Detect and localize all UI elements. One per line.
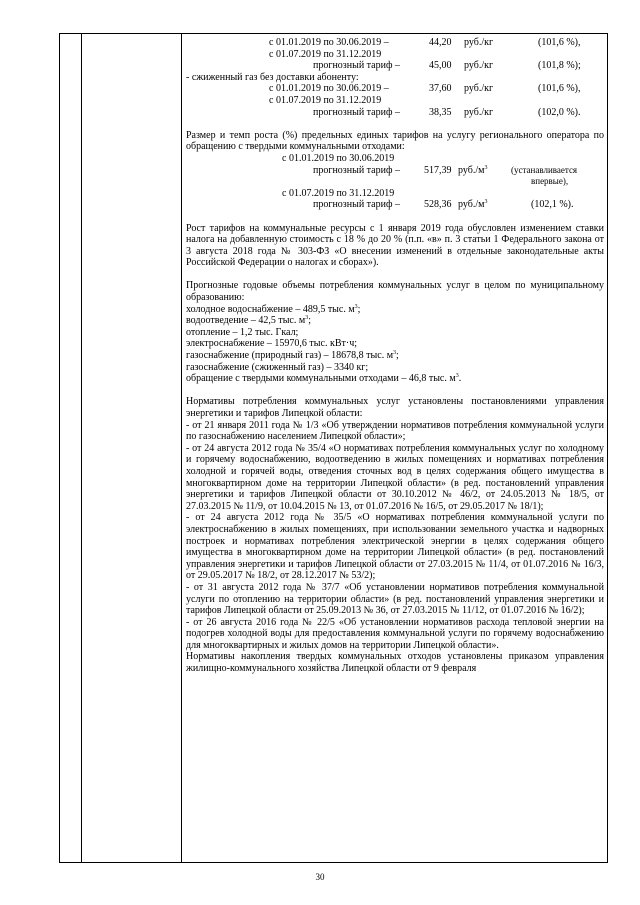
tariff-row: с 01.07.2019 по 31.12.2019 [269,94,382,106]
volume-item: холодное водоснабжение – 489,5 тыс. $м^3$; [186,303,361,315]
waste-norms-paragraph: Нормативы накопления твердых коммунальных отходов установлены приказом управления жилищно-коммунального хозяйства Липецкой области от 9 февраля [186,651,604,675]
norm-item: - от 31 августа 2012 года № 37/7 «Об установлении нормативов потребления коммунальной услуги по отоплению на территории области» (в ред. постановлений управления энергетики и тарифов Липецкой области от 25.09.2013 № 36, от 27.03.2015 № 11/12, от 01.07.2016 № 16/2); [186,581,604,617]
liquefied-heading: - сжиженный газ без доставки абоненту: [186,71,359,83]
volume-item: водоотведение – 42,5 тыс. $м^3$; [186,315,311,327]
table-column-divider [81,33,82,863]
norm-item: - от 21 января 2011 года № 1/3 «Об утверждении нормативов потребления коммунальной услуги по газоснабжению населением Липецкой области»; [186,419,604,443]
tariff-row: прогнозный тариф – 38,35 руб./кг (102,0 %). [313,106,581,118]
regional-operator-paragraph: Размер и темп роста (%) предельных единых тарифов на услугу регионального оператора по обращению с твердыми коммунальными отходами: [186,129,604,153]
tariff-row: с 01.07.2019 по 31.12.2019 [269,48,382,60]
ro-period: с 01.07.2019 по 31.12.2019 [282,187,395,199]
volumes-list [186,304,604,385]
norms-list [186,420,604,652]
table-column-divider [181,33,182,863]
page-number: 30 [315,872,325,882]
table-cell-content [186,37,604,675]
norms-paragraph: Нормативы потребления коммунальных услуг установлены постановлениями управления энергетики и тарифов Липецкой области: [186,396,604,419]
ro-note: впервые), [531,176,569,187]
tariff-row: с 01.01.2019 по 30.06.2019 – 44,20 руб./кг (101,6 %), [269,37,581,48]
norm-item: - от 26 августа 2016 года № 22/5 «Об установлении нормативов расхода тепловой энергии на подогрев холодной воды для предоставления коммунальной услуги по горячему водоснабжению для многоквартирных и жилых домов на территории Липецкой области». [186,616,604,651]
volume-item: газоснабжение (природный газ) – 18678,8 тыс. $м^3$; [186,350,399,362]
volume-item: обращение с твердыми коммунальными отходами – 46,8 тыс. $м^3$. [186,373,462,385]
tariff-growth-paragraph: Рост тарифов на коммунальные ресурсы с 1 января 2019 года обусловлен изменением ставки налога на добавленную стоимость с 18 % до 20 % (п.п. «в» п. 3 статьи 1 Федерального закона от 3 августа 2018 года № 303-ФЗ «О внесении изменений в отдельные законодательные акты Российской Федерации о налогах и сборах»). [186,222,604,269]
volume-item: отопление – 1,2 тыс. Гкал; [186,326,299,338]
tariff-row: прогнозный тариф – 45,00 руб./кг (101,8 %); [313,60,581,72]
volume-item: электроснабжение – 15970,6 тыс. кВт·ч; [186,338,357,350]
volumes-heading: Прогнозные годовые объемы потребления коммунальных услуг в целом по муниципальному образованию: [186,280,604,304]
norm-item: - от 24 августа 2012 года № 35/5 «О нормативах потребления коммунальной услуги по электроснабжению в жилых помещениях, при использовании земельного участка и надворных построек и нормативах потребления электрической энергии в целях содержания общего имущества в многоквартирном доме на территории Липецкой области» (в ред. постановлений управления энергетики и тарифов Липецкой области от 27.03.2015 № 11/4, от 01.07.2016 № 16/3, от 29.05.2017 № 18/2, от 28.12.2017 № 53/2); [186,512,604,582]
ro-tariff-row: прогнозный тариф – 517,39 $руб./м^3$ (устанавливается [313,164,578,176]
volume-item: газоснабжение (сжиженный газ) – 3340 кг; [186,361,369,373]
tariff-row: с 01.01.2019 по 30.06.2019 – 37,60 руб./кг (101,6 %), [269,83,581,95]
ro-tariff-row: прогнозный тариф – 528,36 $руб./м^3$ (102,1 %). [313,199,574,211]
ro-period: с 01.01.2019 по 30.06.2019 [282,152,395,164]
norm-item: - от 24 августа 2012 года № 35/4 «О нормативах потребления коммунальных услуг по холодному и горячему водоснабжению, водоотведению в жилых помещениях и нормативах потребления холодной и горячей воды, отведения сточных вод в целях содержания общего имущества в многоквартирном доме на территории Липецкой области» (в ред. постановлений управления энергетики и тарифов Липецкой области от 30.10.2012 № 46/2, от 24.05.2013 № 18/5, от 27.03.2015 № 11/9, от 10.04.2015 № 13, от 01.07.2016 № 16/5, от 29.05.2017 № 18/1); [186,442,604,512]
